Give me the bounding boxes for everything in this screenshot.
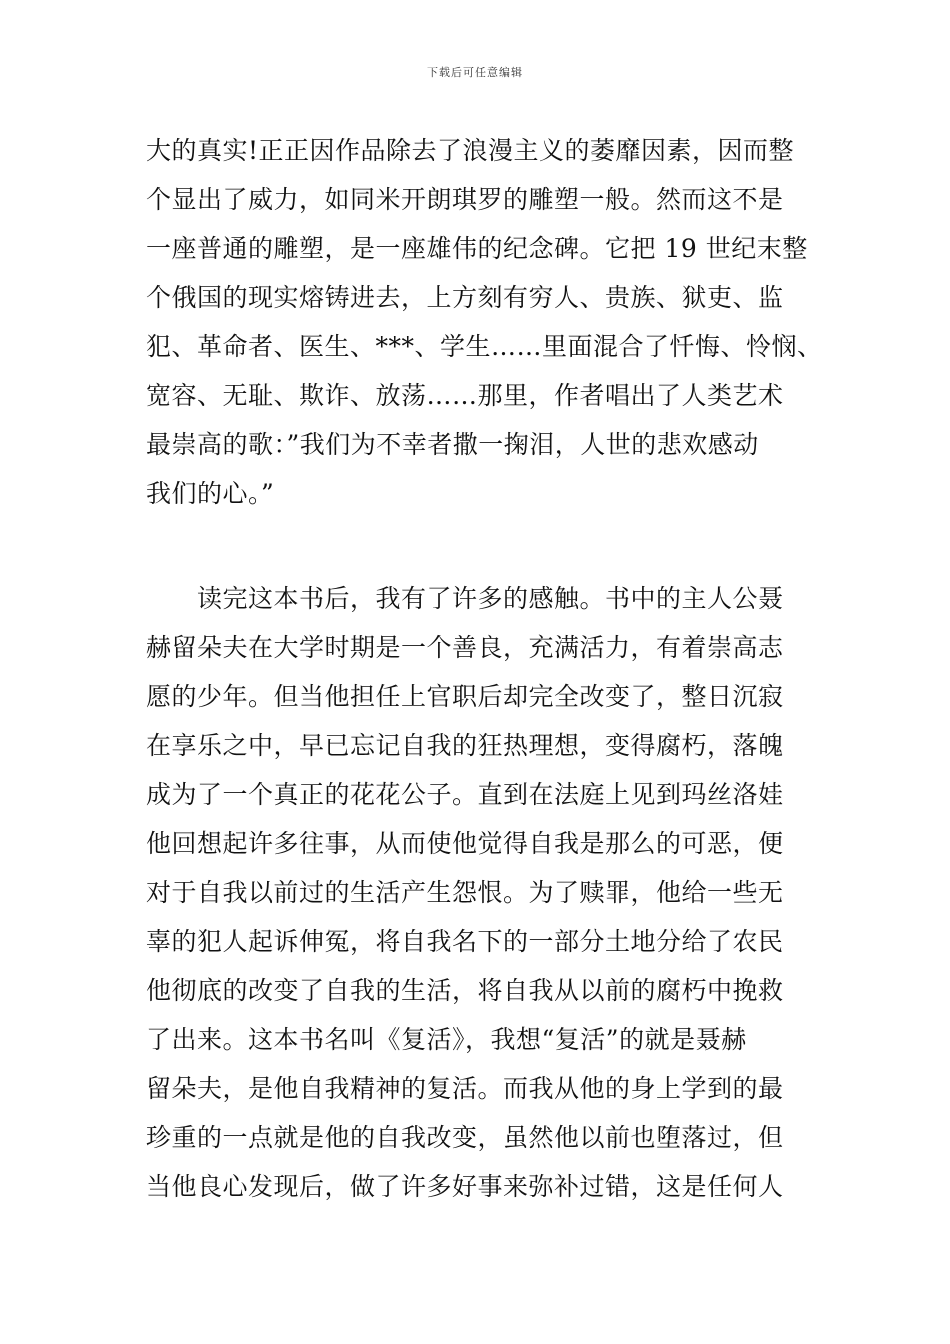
text-line: 大的真实!正正因作品除去了浪漫主义的萎靡因素，因而整 xyxy=(146,136,795,165)
text-line: 个俄国的现实熔铸进去，上方刻有穷人、贵族、狱吏、监 xyxy=(146,283,784,312)
text-line: 辜的犯人起诉伸冤，将自我名下的一部分土地分给了农民 xyxy=(146,927,784,956)
text-line: 愿的少年。但当他担任上官职后却完全改变了，整日沉寂 xyxy=(146,682,784,711)
text-line: 个显出了威力，如同米开朗琪罗的雕塑一般。然而这不是 xyxy=(146,185,784,214)
paragraph-2 xyxy=(146,574,826,1211)
text-line: 在享乐之中，早已忘记自我的狂热理想，变得腐朽，落魄 xyxy=(146,731,784,760)
text-line: 当他良心发现后，做了许多好事来弥补过错，这是任何人 xyxy=(146,1172,784,1201)
text-line: 宽容、无耻、欺诈、放荡……那里，作者唱出了人类艺术 xyxy=(146,381,784,410)
text-line: 我们的心。” xyxy=(146,479,275,508)
text-line: 读完这本书后，我有了许多的感触。书中的主人公聂 xyxy=(146,584,784,613)
text-line: 珍重的一点就是他的自我改变，虽然他以前也堕落过，但 xyxy=(146,1123,784,1152)
paragraph-1 xyxy=(146,126,826,518)
text-line: 犯、革命者、医生、***、学生……里面混合了忏悔、怜悯、 xyxy=(146,332,823,361)
text-line: 对于自我以前过的生活产生怨恨。为了赎罪，他给一些无 xyxy=(146,878,784,907)
page-header: 下载后可任意编辑 xyxy=(427,66,523,79)
text-line: 成为了一个真正的花花公子。直到在法庭上见到玛丝洛娃 xyxy=(146,780,784,809)
text-line: 留朵夫，是他自我精神的复活。而我从他的身上学到的最 xyxy=(146,1074,784,1103)
text-line: 一座普通的雕塑，是一座雄伟的纪念碑。它把 19 世纪末整 xyxy=(146,234,808,263)
text-line: 他彻底的改变了自我的生活，将自我从以前的腐朽中挽救 xyxy=(146,976,784,1005)
text-line: 最崇高的歌：”我们为不幸者撒一掬泪，人世的悲欢感动 xyxy=(146,430,759,459)
text-line: 了出来。这本书名叫《复活》，我想“复活”的就是聂赫 xyxy=(146,1025,747,1054)
text-line: 他回想起许多往事，从而使他觉得自我是那么的可恶，便 xyxy=(146,829,784,858)
text-line: 赫留朵夫在大学时期是一个善良，充满活力，有着崇高志 xyxy=(146,633,784,662)
